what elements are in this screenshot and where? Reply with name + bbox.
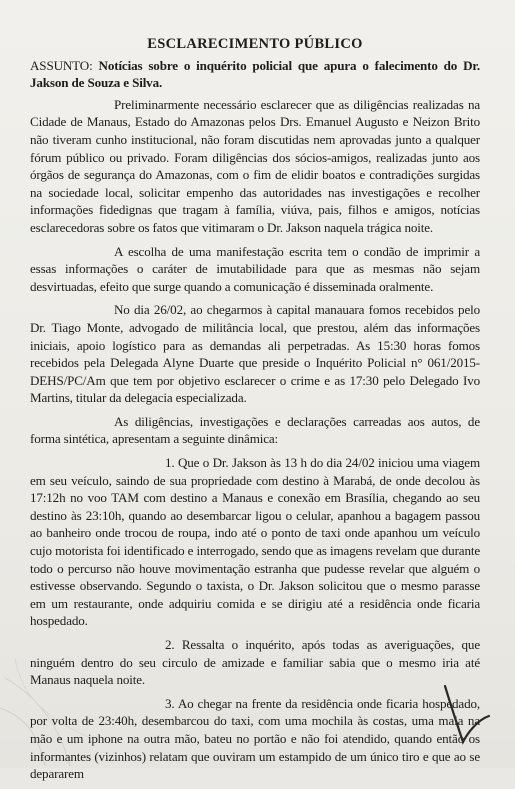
list-item: 2. Ressalta o inquérito, após todas as averiguações, que ninguém dentro do seu circulo de amizade e familiar sabia que o mesmo iria até Manaus naquela noite.: [30, 637, 480, 688]
subject-text: Notícias sobre o inquérito policial que apura o falecimento do Dr. Jakson de Souza e Silva.: [30, 57, 481, 91]
list-item: 1. Que o Dr. Jakson às 13 h do dia 24/02 iniciou uma viagem em seu veículo, saindo de sua propriedade com destino à Marabá, de onde decolou às 17:12h no voo TAM com destino a Manaus e conexão em Brasília, chegando ao seu destino às 23:10h, quando ao desembarcar ligou o celular, apanhou a bagagem passou ao banheiro onde trocou de roupa, indo até o ponto de taxi onde apanhou um veículo cujo motorista foi identificado e interrogado, sendo que as imagens revelam que durante todo o percurso não houve movimentação estranha que pudesse revelar que alguém o estivesse observando. Segundo o taxista, o Dr. Jakson solicitou que o mesmo parasse em um restaurante, onde adquiriu comida e se dirigiu até a residência onde ficaria hospedado.: [30, 455, 480, 629]
paragraph-preliminary: Preliminarmente necessário esclarecer que as diligências realizadas na Cidade de Manaus, Estado do Amazonas pelos Drs. Emanuel Augusto e Neizon Brito não tiveram cunho institucional, não foram discutidas nem aprovadas junto a qualquer fórum público ou privado. Foram diligências dos sócios-amigos, realizadas junto aos órgãos de segurança do Amazonas, com o fim de elidir boatos e contradições surgidas na sociedade local, solicitar empenho das autoridades nas investigações e recolher informações fidedignas que tragam à família, viúva, pais, filhos e amigos, notícias esclarecedoras sobre os fatos que vitimaram o Dr. Jakson naquela trágica noite.: [30, 96, 480, 235]
paragraph-arrival: No dia 26/02, ao chegarmos à capital manauara fomos recebidos pelo Dr. Tiago Monte, advogado de militância local, que prestou, além das informações iniciais, apoio logístico para as demandas ali perpetradas. As 15:30 horas fomos recebidos pela Delegada Alyne Duarte que preside o Inquérito Policial n° 061/2015-DEHS/PC/Am que tem por objetivo esclarecer o crime e as 17:30 pelo Delegado Ivo Martins, titular da delegacia especializada.: [30, 302, 480, 406]
handwritten-initial: [437, 676, 497, 756]
subject-line: [30, 57, 480, 92]
document-body: [30, 36, 480, 789]
document-title: ESCLARECIMENTO PÚBLICO: [147, 36, 363, 52]
paragraph-written-manifest: A escolha de uma manifestação escrita tem o condão de imprimir a essas informações o caráter de imutabilidade para que as mesmas não sejam desvirtuadas, efeito que surge quando a comunicação é disseminada oralmente.: [30, 243, 480, 294]
subject-label: ASSUNTO:: [30, 57, 93, 73]
list-item: 3. Ao chegar na frente da residência onde ficaria hospedado, por volta de 23:40h, desembarcou do taxi, com uma mochila às costas, uma mala na mão e um iphone na outra mão, bateu no portão e não foi atendido, quando então os informantes (vizinhos) relatam que ouviram um estampido de um único tiro e que ao se depararem: [30, 695, 480, 782]
paragraph-dynamics-intro: As diligências, investigações e declarações carreadas aos autos, de forma sintética, apresentam a seguinte dinâmica:: [30, 413, 480, 447]
